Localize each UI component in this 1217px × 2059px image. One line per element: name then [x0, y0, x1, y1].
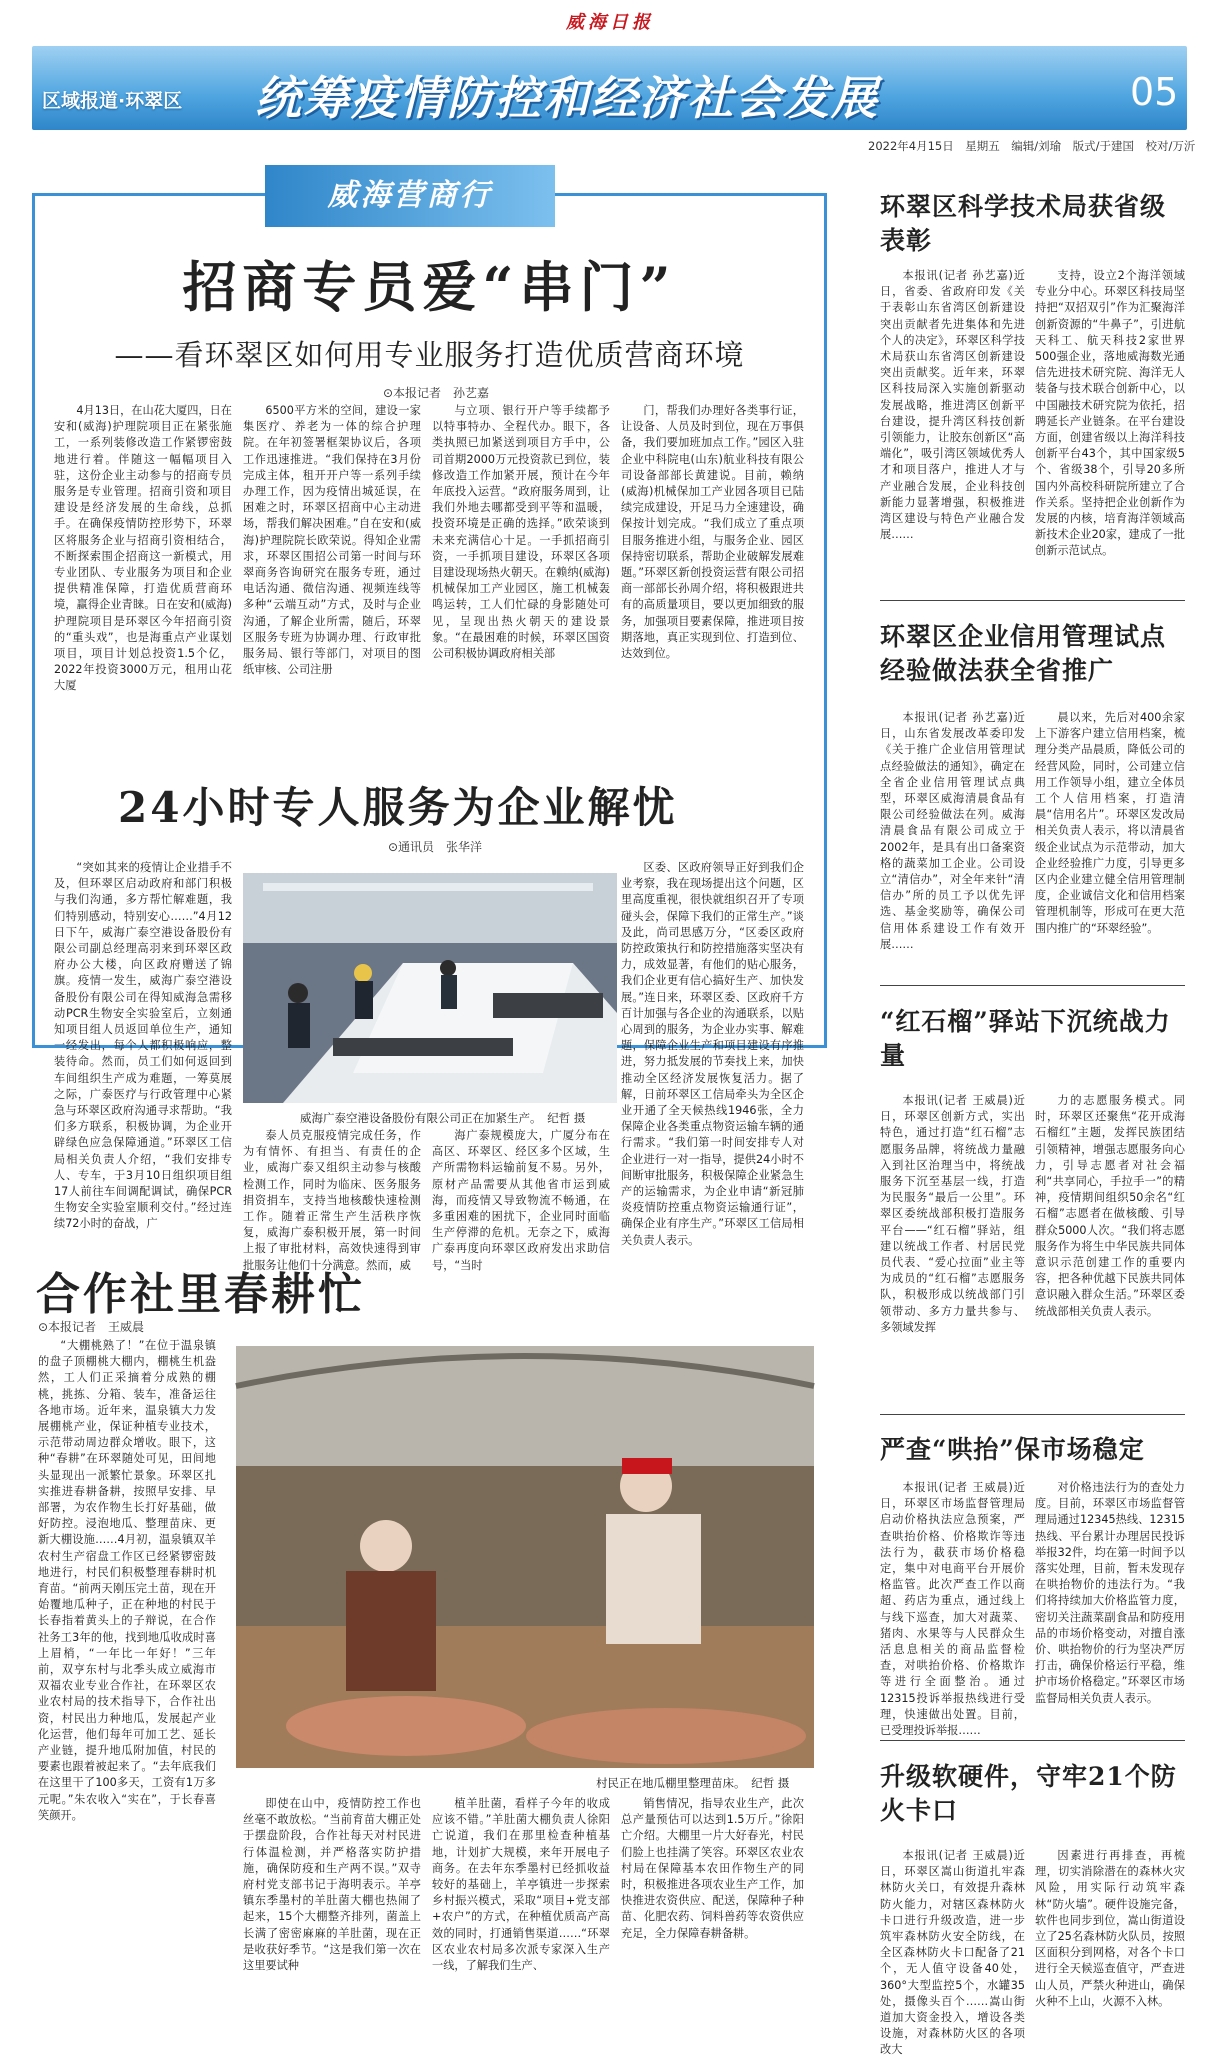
feature-column: 6500平方米的空间，建设一家集医疗、养老为一体的综合护理院。在年初签署框架协议后，各项工作迅速推进。“我们保持在3月份完成主体，租开开户等一系列手续办理工作，因为疫情出城延误，在困难之时，环翠区招商中心主动进场，帮我们解决困难。”自在安和(威海)护理院院长欧荣说。得知企业需求，环翠区围招公司第一时间与环翠商务咨询研究在服务专班，通过电话沟通、微信沟通、视频连线等多种“云端互动”方式，及时与企业沟通，了解企业所需，随后，环翠区服务专班为协调办理、行政审批服务局、银行等部门，对项目的图纸审核、公司注册	[243, 404, 421, 677]
story-column: 即使在山中，疫情防控工作也丝毫不敢放松。“当前育苗大棚正处于摆盘阶段，合作社每天对村民进行体温检测，并严格落实防护措施，确保防疫和生产两不误。”双寺府村党支部书记于海明表示。羊亭镇东季墨村的羊肚菌大棚也热闹了起来，15个大棚整齐排列，菌盖上长满了密密麻麻的羊肚菌，现在正是收获好季节。“这是我们第一次在这里要试种	[243, 1797, 421, 1973]
sidebar-column: 因素进行再排查，再梳理，切实消除潜在的森林火灾风险，用实际行动筑牢森林“防火墙”。硬件设施完备，软件也同步到位，嵩山街道设立了25名森林防火队员，按照区面积分到网格，对各个卡口进行全天候巡查值守，严查进山人员，严禁火种进山，确保火种不上山，火源不入林。	[1035, 1849, 1185, 2008]
photo-caption: 威海广泰空港设备股份有限公司正在加紧生产。 纪哲 摄	[300, 1111, 586, 1125]
dateline: 2022年4月15日 星期五 编辑/刘瑜 版式/于建国 校对/万沂	[868, 139, 1196, 153]
story-byline: ⊙通讯员 张华洋	[388, 840, 483, 854]
column-badge: 威海营商行	[265, 165, 555, 227]
story-column: 植羊肚菌，看样子今年的收成应该不错。”羊肚菌大棚负责人徐阳亡说道，我们在那里检查种植基地，计划扩大规模，来年开展电子商务。在去年东季墨村已经抓收益较好的基础上，羊亭镇进一步探索乡村振兴模式，采取“项目+党支部+农户”的方式，在种植优质高产高效的同时，打通销售渠道……“环翠区农业农村局多次派专家深入生产一线，了解我们生产、	[432, 1797, 610, 1973]
divider	[880, 600, 1185, 601]
divider	[880, 985, 1185, 986]
sidebar-column: 本报讯(记者 王威晨)近日，环翠区市场监督管理局启动价格执法应急预案，严查哄抬价格、价格欺诈等违法行为，截获市场价格稳定，集中对电商平台开展价格监管。此次严查工作以商超、药店为重点，通过线上与线下巡查，加大对蔬菜、猪肉、水果等与人民群众生活息息相关的商品监督检查，对哄抬价格、价格欺诈等进行全面整治。通过12315投诉举报热线进行受理，快速做出处置。目前，已受理投诉举报……	[880, 1481, 1025, 1738]
sidebar-column: 力的志愿服务模式。同时，环翠区还聚焦“花开成海石榴红”主题，发挥民族团结引领精神，增强志愿服务向心力，引导志愿者对社会福利“共享同心，手拉手一”的精神，疫情期间组织50余名“红石榴”志愿者在做核酸、引导群众5000人次。“我们将志愿服务作为将生中华民族共同体意识示范创建工作的重要内容，把各种优越下民族共同体意识融入群众生活。”环翠区委统战部相关负责人表示。	[1035, 1094, 1185, 1318]
divider	[880, 1740, 1185, 1741]
story-column: 泰人员克服疫情完成任务，作为有情怀、有担当、有责任的企业，威海广泰又组织主动参与核酸检测工作，同时为临床、医务服务捐资捐车，支持当地核酸快速检测工作。随着正常生产生活秩序恢复，威海广泰积极开展，第一时间上报了审批材料，高效快速得到审批服务让他们十分满意。然而，威	[243, 1129, 421, 1272]
story-column: 区委、区政府领导正好到我们企业考察，我在现场提出这个问题，区里高度重视，很快就组织召开了专项碰头会，保障下我们的正常生产。”谈及此，尚司思感万分，“区委区政府防控政策执行和防控措施落实坚决有力，成效显著，有他们的贴心服务，我们企业更有信心搞好生产、加快发展。”连日来，环翠区委、区政府千方百计加强与各企业的沟通联系，以贴心周到的服务，为企业办实事、解难题，保障企业生产和项目建设有序推进，努力抵发展的节奏找上来，加快推动全区经济发展恢复活力。据了解，日前环翠区工信局牵头为全区企业开通了全天候热线1946张，全力保障企业各类重点物资运输车辆的通行需求。“我们第一时间安排专人对企业进行一对一指导，提供24小时不间断审批服务，积极保障企业紧急生产的运输需求，为企业申请“新冠肺炎疫情防控重点物资运输通行证”，确保企业有序生产。”环翠区工信局相关负责人表示。	[621, 861, 804, 1247]
feature-title: 招商专员爱“串门”	[182, 255, 677, 319]
sidebar-column: 对价格违法行为的查处力度。目前，环翠区市场监督管理局通过12345热线、12315热线、平台累计办理居民投诉举报32件，均在第一时间予以落实处理，目前，暂未发现存在哄抬物价的违法行为。“我们将持续加大价格监管力度，密切关注蔬菜副食品和防疫用品的市场价格变动，对擅自涨价、哄抬物价的行为坚决严厉打击，确保价格运行平稳，维护市场价格稳定。”环翠区市场监督局相关负责人表示。	[1035, 1481, 1185, 1705]
sidebar-column: 本报讯(记者 孙艺嘉)近日，山东省发展改革委印发《关于推广企业信用管理试点经验做法的通知》，确定在全省企业信用管理试点典型，环翠区威海清晨食品有限公司经验做法在列。威海清晨食品有限公司成立于2002年，是具有出口备案资格的蔬菜加工企业。公司设立“清信办”，对全年来针“清信办”所的员工予以优先评选、基金奖励等，确保公司信用体系建设工作有效开展……	[880, 711, 1025, 951]
section-label: 区域报道·环翠区	[42, 90, 183, 112]
factory-photo	[243, 873, 617, 1103]
feature-column: 门，帮我们办理好各类事行证，让设备、人员及时到位，现在万事俱备，我们要加班加点工作。”园区入驻企业中科院电(山东)航业科技有限公司设备部部长黄建说。目前，赖纳(威海)机械保加工产业园各项目已陆续完成建设，开足马力全速建设，确保按计划完成。“我们成立了重点项目服务推进小组，与服务企业、园区保持密切联系，帮助企业破解发展难题。”环翠区新创投资运营有限公司招商一部部长孙周介绍，将积极跟进共有的高质量项目，要以更加细致的服务，加强项目要素保障，推进项目按期落地，真正实现到位、打造到位、达效到位。	[621, 404, 804, 661]
sidebar-column: 本报讯(记者 王威晨)近日，环翠区嵩山街道扎牢森林防火关口，有效提升森林防火能力，对辖区森林防火卡口进行升级改造，进一步筑牢森林防火安全防线，在全区森林防火卡口配备了21个，无人值守设备40处，360°大型监控5个，水罐35处，摄像头百个……嵩山街道加大资金投入，增设各类设施，对森林防火区的各项改大	[880, 1849, 1025, 2057]
sidebar-column: 本报讯(记者 孙艺嘉)近日，省委、省政府印发《关于表彰山东省湾区创新建设突出贡献者先进集体和先进个人的决定》，环翠区科学技术局获山东省湾区创新建设突出贡献奖。近年来，环翠区科技局深入实施创新驱动发展战略，推进湾区创新平台建设，提升湾区科技创新引领能力，让胶东创新区“高端化”，吸引湾区领域优秀人才和项目落户，推进人才与产业融合发展，企业科技创新能力显著增强，积极推进湾区建设与特色产业融合发展……	[880, 269, 1025, 542]
feature-column: 与立项、银行开户等手续都予以特事特办、全程代办。眼下，各类执照已加紧送到项目方手中，公司首期2000万元投资款已到位，装修改造工作加紧开展，预计在今年年底投入运营。“政府服务周到，让我们外地去哪都受到平等和温暖，投资环境是正确的选择。”欧荣谈到未来充满信心十足。一手抓招商引资，一手抓项目建设，环翠区各项目建设现场热火朝天。在赖纳(威海)机械保加工产业园区，施工机械轰鸣运转，工人们忙碌的身影随处可见，呈现出热火朝天的建设景象。“在最困难的时候，环翠区国资公司积极协调政府相关部	[432, 404, 610, 661]
sidebar-column: 支持，设立2个海洋领域专业分中心。环翠区科技局坚持把“双招双引”作为汇聚海洋创新资源的“牛鼻子”，引进航天科工、航天科技2家世界500强企业，落地威海数光通信先进技术研究院、海洋无人装备与技术联合创新中心，以中国融技术研究院为依托，招聘延长产业链条。在平台建设方面，创建省级以上海洋科技创新平台43个，其中国家级5个、省级38个，引导20多所国内外高校科研院所建立了合作关系。坚持把企业创新作为发展的内核，培育海洋领域高新技术企业20家，建成了一批创新示范试点。	[1035, 269, 1185, 558]
sidebar-story-title: 严查“哄抬”保市场稳定	[880, 1435, 1145, 1464]
story-column: “突如其来的疫情让企业措手不及，但环翠区启动政府和部门积极与我们沟通，多方帮忙解难题，我们特别感动，特别安心……”4月12日下午，威海广泰空港设备股份有限公司副总经理高羽来到环翠区政府办公大楼，向区政府赠送了锦旗。疫情一发生，威海广泰空港设备股份有限公司在得知威海急需移动PCR生物安全实验室后，立刻通知项目组人员返回单位生产，通知一经发出，每个人都积极响应，整装待命。然而，员工们如何返回到车间组织生产成为难题，一筹莫展之际，广泰医疗与行政管理中心紧急与环翠区政府沟通寻求帮助。“我们多方联系，积极协调，为企业开辟绿色应急保障通道。”环翠区工信局相关负责人介绍，“我们安排专人、专车，于3月10日组织项目组17人前往车间调配调试，确保PCR生物安全实验室顺利交付。”经过连续72小时的奋战，广	[54, 861, 232, 1231]
sidebar-story-title: “红石榴”驿站下沉统战力量	[880, 1007, 1171, 1070]
page-number: 05	[1130, 70, 1179, 114]
story-column: 销售情况，指导农业生产，此次总产量预估可以达到1.5万斤。”徐阳亡介绍。大棚里一片大好春光，村民们脸上也挂满了笑容。环翠区农业农村局在保障基本农田作物生产的同时，积极推进各项农业生产工作，加快推进农资供应、配送，保障种子种苗、化肥农药、饲料兽药等农资供应充足，全力保障春耕备耕。	[621, 1797, 804, 1940]
story-title: 24小时专人服务为企业解忧	[118, 783, 678, 832]
sidebar-story-title: 环翠区科学技术局获省级表彰	[880, 192, 1167, 255]
story-byline: ⊙本报记者 王威晨	[38, 1320, 145, 1334]
greenhouse-photo	[236, 1346, 814, 1768]
photo-caption: 村民正在地瓜棚里整理苗床。 纪哲 摄	[596, 1776, 790, 1790]
sidebar-column: 本报讯(记者 王威晨)近日，环翠区创新方式，实出特色，通过打造“红石榴”志愿服务品牌，将统战力量融入到社区治理当中，将统战服务下沉至基层一线，打造为民服务“最后一公里”。环翠区委统战部积极打造服务平台——“红石榴”驿站，组建以统战工作者、村居民党员代表、“爱心拉面”业主等为成员的“红石榴”志愿服务队，积极形成以统战部门引领带动、多方力量共参与、多领域发挥	[880, 1094, 1025, 1334]
feature-byline: ⊙本报记者 孙艺嘉	[383, 386, 490, 400]
sidebar-story-title: 升级软硬件，守牢21个防火卡口	[880, 1762, 1177, 1825]
feature-subtitle: ——看环翠区如何用专业服务打造优质营商环境	[114, 338, 745, 372]
story-column: “大棚桃熟了！”在位于温泉镇的盘子顶棚桃大棚内，棚桃生机盎然，工人们正采摘着分成熟的棚桃，挑拣、分箱、装车，准备运往各地市场。近年来，温泉镇大力发展棚桃产业，保证种植专业技术，示范带动周边群众增收。眼下，这种“春耕”在环翠随处可见，田间地头显现出一派繁忙景象。环翠区扎实推进春耕备耕，按照早安排、早部署，为农作物生长打好基础，做好防控。浸泡地瓜、整理苗床、更新大棚设施……4月初，温泉镇双羊农村生产宿盘工作区已经紧锣密鼓地进行，村民们积极整理春耕时机育苗。“前两天刚压完土苗，现在开始覆地瓜种子，正在种地的村民于长春指着黄头上的子辩说，在合作社务工3年的他，找到地瓜收成时喜上眉梢，“一年比一年好！”三年前，双亨东村与北季头成立威海市双福农业专业合作社，在环翠区农业农村局的技术指导下，合作社出资，村民出力种地瓜，发展起产业化运营，他们每年可加工艺、延长产业链，提升地瓜附加值，村民的要素也跟着被起来了。“去年底我们在这里干了100多天，工资有1万多元呢。”朱农收入“实在”，于长春喜笑颜开。	[38, 1339, 216, 1822]
story-title: 合作社里春耕忙	[36, 1269, 365, 1320]
feature-column: 4月13日，在山花大厦四，日在安和(威海)护理院项目正在紧张施工，一系列装修改造工作紧锣密鼓地进行着。伴随这一幅幅项目入驻，这份企业主动参与的招商专员服务是专业管理。招商引资和项目建设是经济发展的生命线，总抓手。在确保疫情防控形势下，环翠区将服务企业与招商引资相结合，不断探索围企招商这一新模式，用专业团队、专业服务为项目和企业提供精准保障，打造优质营商环境，赢得企业青睐。日在安和(威海)护理院项目是环翠区今年招商引资的“重头戏”，也是海重点产业谋划项目，项目计划总投资1.5个亿，2022年投资3000万元，租用山花大厦	[54, 404, 232, 693]
divider	[880, 1414, 1185, 1415]
story-column: 海广泰规模庞大，广厦分布在高区、环翠区、经区多个区域，生产所需物料运输前复不易。另外，原材产品需要从其他省市运到威海，而疫情又导致物流不畅通，在多重困难的困扰下，企业同时面临生产停滞的危机。无奈之下，威海广泰再度向环翠区政府发出求助信号，“当时	[432, 1129, 610, 1272]
sidebar-story-title: 环翠区企业信用管理试点经验做法获全省推广	[880, 622, 1167, 685]
newspaper-masthead: 威海日报	[566, 12, 654, 33]
page-headline-banner: 统筹疫情防控和经济社会发展	[255, 71, 879, 125]
sidebar-column: 晨以来，先后对400余家上下游客户建立信用档案，梳理分类产品晨质，降低公司的经营风险，同时，公司建立信用工作领导小组，建立全体员工个人信用档案，打造清晨“信用名片”。环翠区发改局相关负责人表示，将以清晨省级企业试点为示范带动，加大企业经验推广力度，引导更多区内企业建立健全信用管理制度，企业诚信文化和信用档案管理机制等，形成可在更大范围内推广的“环翠经验”。	[1035, 711, 1185, 935]
